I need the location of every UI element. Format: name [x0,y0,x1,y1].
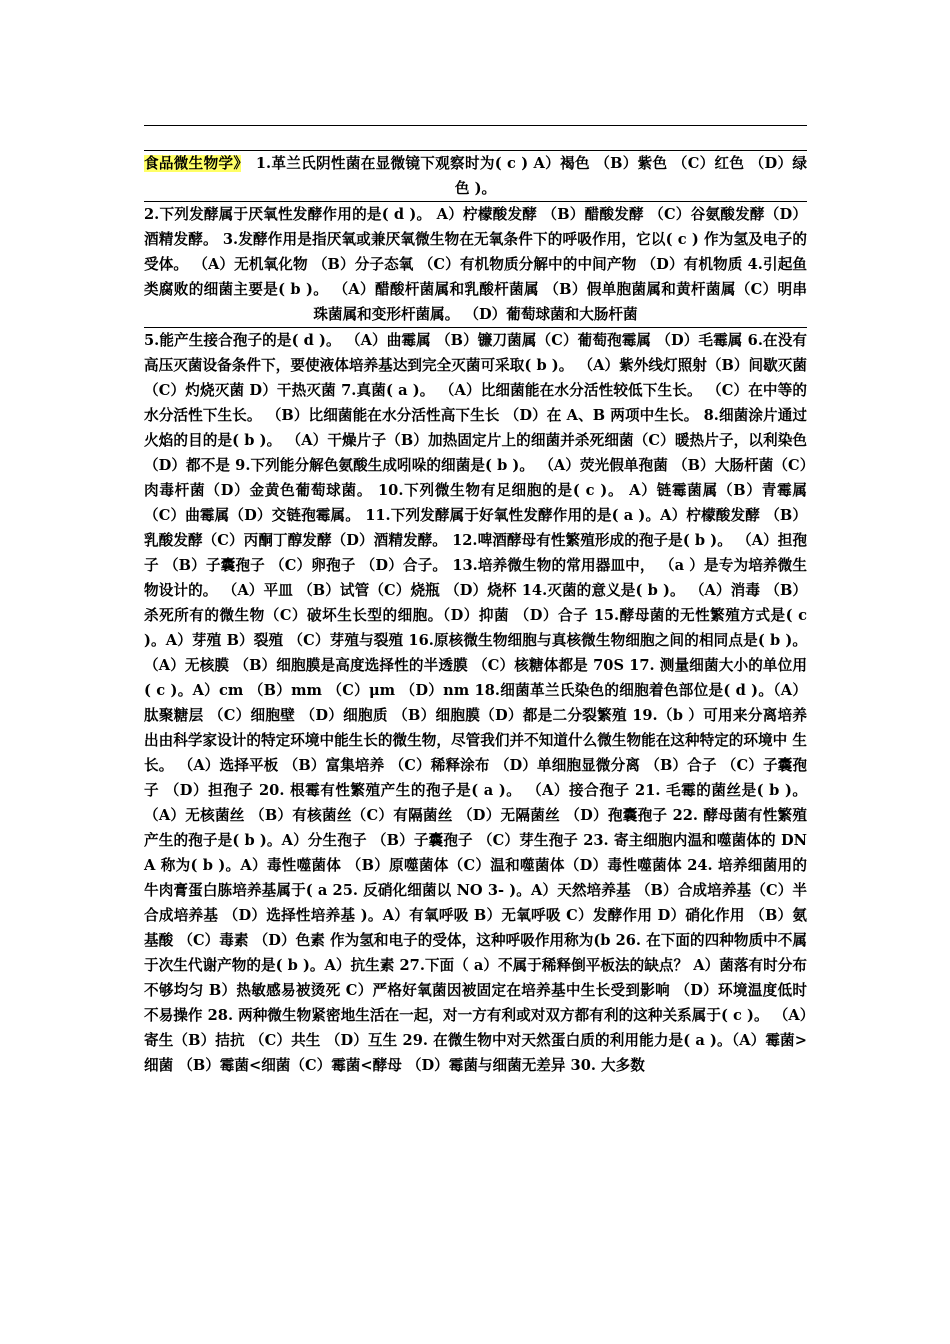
paragraph-1 [144,150,807,201]
paragraph-1-text: 1.革兰氏阴性菌在显微镜下观察时为( c ) A）褐色 （B）紫色 （C）红色 （D）绿色 )。 [240,155,807,197]
title-highlight: 食品微生物学》 [144,155,241,172]
paragraph-2: 2.下列发酵属于厌氧性发酵作用的是( d )。 A）柠檬酸发酵 （B）醋酸发酵 （C）谷氨酸发酵（D）酒精发酵。 3.发酵作用是指厌氧或兼厌氧微生物在无氧条件下的呼吸作用，它以( c ) 作为氢及电子的受体。 （A）无机氧化物 （B）分子态氧 （C）有机物质分解中的中间产物 （D）有机物质 4.引起鱼类腐败的细菌主要是( b )。 （A）醋酸杆菌属和乳酸杆菌属 （B）假单胞菌属和黄杆菌属（C）明串珠菌属和变形杆菌属。 （D）葡萄球菌和大肠杆菌 [144,201,807,327]
header-rule [144,125,807,126]
paragraph-3: 5.能产生接合孢子的是( d )。 （A）曲霉属 （B）镰刀菌属（C）葡萄孢霉属 （D）毛霉属 6.在没有高压灭菌设备条件下，要使液体培养基达到完全灭菌可采取( b )。 （A）紫外线灯照射（B）间歇灭菌（C）灼烧灭菌 D）干热灭菌 7.真菌( a )。 （A）比细菌能在水分活性较低下生长。 （C）在中等的水分活性下生长。 （B）比细菌能在水分活性高下生长 （D）在 A、B 两项中生长。 8.细菌涂片通过火焰的目的是( b )。 （A）干燥片子（B）加热固定片上的细菌并杀死细菌（C）暖热片子，以利染色（D）都不是 9.下列能分解色氨酸生成吲哚的细菌是( b )。 （A）荧光假单孢菌 （B）大肠杆菌（C）肉毒杆菌（D）金黄色葡萄球菌。 10.下列微生物有足细胞的是( c )。 A）链霉菌属（B）青霉属（C）曲霉属（D）交链孢霉属。 11.下列发酵属于好氧性发酵作用的是( a )。A）柠檬酸发酵 （B）乳酸发酵（C）丙酮丁醇发酵（D）酒精发酵。 12.啤酒酵母有性繁殖形成的孢子是( b )。 （A）担孢子 （B）子囊孢子 （C）卵孢子 （D）合子。 13.培养微生物的常用器皿中， （a ）是专为培养微生物设计的。 （A）平皿 （B）试管（C）烧瓶 （D）烧杯 14.灭菌的意义是( b )。 （A）消毒 （B）杀死所有的微生物（C）破坏生长型的细胞。（D）抑菌 （D）合子 15.酵母菌的无性繁殖方式是( c )。A）芽殖 B）裂殖 （C）芽殖与裂殖 16.原核微生物细胞与真核微生物细胞之间的相同点是( b )。 （A）无核膜 （B）细胞膜是高度选择性的半透膜 （C）核糖体都是 70S 17. 测量细菌大小的单位用( c )。A）cm （B）mm （C）μm （D）nm 18.细菌革兰氏染色的细胞着色部位是( d )。（A）肽聚糖层 （C）细胞壁 （D）细胞质 （B）细胞膜（D）都是二分裂繁殖 19.（b ）可用来分离培养出由科学家设计的特定环境中能生长的微生物，尽管我们并不知道什么微生物能在这种特定的环境中 生长。 （A）选择平板 （B）富集培养 （C）稀释涂布 （D）单细胞显微分离 （B）合子 （C）子囊孢子 （D）担孢子 20. 根霉有性繁殖产生的孢子是( a )。 （A）接合孢子 21. 毛霉的菌丝是( b )。 （A）无核菌丝 （B）有核菌丝（C）有隔菌丝 （D）无隔菌丝 （D）孢囊孢子 22. 酵母菌有性繁殖产生的孢子是( b )。A）分生孢子 （B）子囊孢子 （C）芽生孢子 23. 寄主细胞内温和噬菌体的 DNA 称为( b )。A）毒性噬菌体 （B）原噬菌体（C）温和噬菌体（D）毒性噬菌体 24. 培养细菌用的牛肉膏蛋白胨培养基属于( a 25. 反硝化细菌以 NO 3- )。A）天然培养基 （B）合成培养基（C）半合成培养基 （D）选择性培养基 )。A）有氧呼吸 B）无氧呼吸 C）发酵作用 D）硝化作用 （B）氨基酸 （C）毒素 （D）色素 作为氢和电子的受体，这种呼吸作用称为(b 26. 在下面的四种物质中不属于次生代谢产物的是( b )。A）抗生素 27.下面（ a）不属于稀释倒平板法的缺点？ A）菌落有时分布不够均匀 B）热敏感易被烫死 C）严格好氧菌因被固定在培养基中生长受到影响 （D）环境温度低时不易操作 28. 两种微生物紧密地生活在一起，对一方有利或对双方都有利的这种关系属于( c )。 （A）寄生（B）拮抗 （C）共生 （D）互生 29. 在微生物中对天然蛋白质的利用能力是( a )。（A）霉菌>细菌 （B）霉菌<细菌（C）霉菌<酵母 （D）霉菌与细菌无差异 30. 大多数 [144,327,807,1078]
document-body [144,150,807,1078]
